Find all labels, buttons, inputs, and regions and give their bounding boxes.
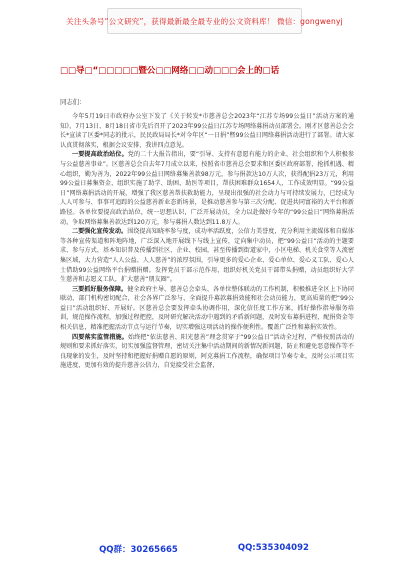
- paragraph-section-3: [60, 285, 354, 333]
- section-text: 健全政府主导、慈善总会牵头、各单位整体联动的工作机制，积极推进全区上下协同联动、部门机构密切配合，社会各界广泛参与、全面提升募款募捐效能和社会动员能力，更高质量的把“99公益日”活动组织好、开展好。区慈善总会要发挥牵头协调作用，深化信任度工作方案，抓好操作指导服务培训，规范操作流程，加强过程把控，及时研究解决活动中遇到的矛盾新问题，及时发布募捐进程，配捐资金等相关信息，精准把握活动节点与运行节奏，切实增强这项活动的操作便利性。覆盖广泛性和募捐实效性。: [60, 285, 355, 332]
- document-body: [60, 112, 354, 536]
- paragraph-intro: [60, 112, 354, 150]
- qq-label: QQ:535304092: [237, 543, 309, 553]
- paragraph-intro-text: 今年5月19日市政府办公室下发了《关于转发*市慈善总会2023年“江苏专场99公益日”活动方案的通知》，7月13日、8月18日省市先后召开了2023年99公益日江苏专场网络募捐动员部署会。刚才区慈善总会会长*宣读了区委*同志的批示，民民政局局长*对今年区“一日捐”暨99公益日网络募捐活动进行了部署。请大家认真贯彻落实，根据会议安排，我讲四点意见。: [60, 113, 354, 149]
- section-text: 始终把“依法慈善、阳光慈善”理念贯穿于“99公益日”活动全过程，严格按照活动的规则和要求抓好落实，切实加强监督管理，密切关注集中活动期间的新情况新问题，防止和避免恶意操作等不良现象的发生，及时坚持和把握好捐赠自愿的原则，阿克募捐工作流程，确保项目节奏专业，及时公示项目实施进度，更加有效的提升慈善公信力，自觉接受社会监督，: [60, 333, 354, 370]
- qq-group-label: QQ群：30265665: [99, 545, 178, 555]
- paragraph-section-1: [60, 150, 354, 227]
- greeting: 同志们：: [60, 98, 86, 106]
- section-text: 党的二十大报告指出，要“引导、支持有意愿有能力的企业、社会组织和个人积极参与公益慈善事业”。区慈善总会自去年7月成立以来，按照省市慈善总会要求和区委区政府部署，抢抓机遇、精心组织，勤为善为，2022年99公益日网络募集善款98万元，参与捐款达10万人次，获得配捐23万元，利用99公益日募集资金，组织实施了助学、助困、助医等项目，帮扶困难群众1654人，工作成效明显。“99公益日”网络募捐活动的开展，增强了我区慈善帮扶救助能力，呈现出很强的社会动力与可持续发展力，已经成为人人可参与、事事可追踪的公益慈善新业态新场景，是推动慈善参与第三次分配、促进共同富裕的大平台和新路径。各单位要提高政治站位，统一思想认识，广泛开展动员，全力以赴做好今年的“99公益日”网络募捐活动，争取网络募集善款达到120万元，参与募捐人数达到11.8万人。: [60, 151, 354, 226]
- footer-contact: [0, 543, 408, 555]
- promo-banner: 关注头条号“公文研究”，获得最新最全最专业的公文资料库！ 微信：gongwenyj: [107, 8, 302, 34]
- section-heading: 四要落实监管措施。: [72, 333, 128, 341]
- paragraph-section-4: [60, 333, 354, 371]
- section-text: 围绕提高知晓率参与度，成功率活跃度，公信力美誉度，充分利用主流媒体和自媒体等各种宣传渠道和阵地阵地，广泛深入地开展线下与线上宣传，定向集中动员，把“99公益日”活动的主题要求、参与方式、基本知识普及传播到社区、企业、校园，甚至传播到街道家中，小区电梯、机关食堂等人流密集区域，大力营造“人人公益、人人慈善”的浓厚氛围，引导更多的爱心企业、爱心单位、爱心义工队、爱心人士借助99公益网络平台捐赠捐赠。发挥党员干部示范作用，组织好机关党员干部带头捐赠，动员组织好大学生慈善和志愿义工队，扩大慈善“朋友圈”。: [60, 228, 355, 284]
- document-title: □□导□“□□□□□暨公□□网络□□动□□□会上的□话: [60, 66, 280, 76]
- paragraph-section-2: [60, 227, 354, 285]
- section-heading: 三要抓好服务保障。: [72, 285, 128, 293]
- section-heading: 二要强化宣传发动。: [72, 228, 128, 236]
- section-heading: 一要提高政治站位。: [72, 151, 128, 159]
